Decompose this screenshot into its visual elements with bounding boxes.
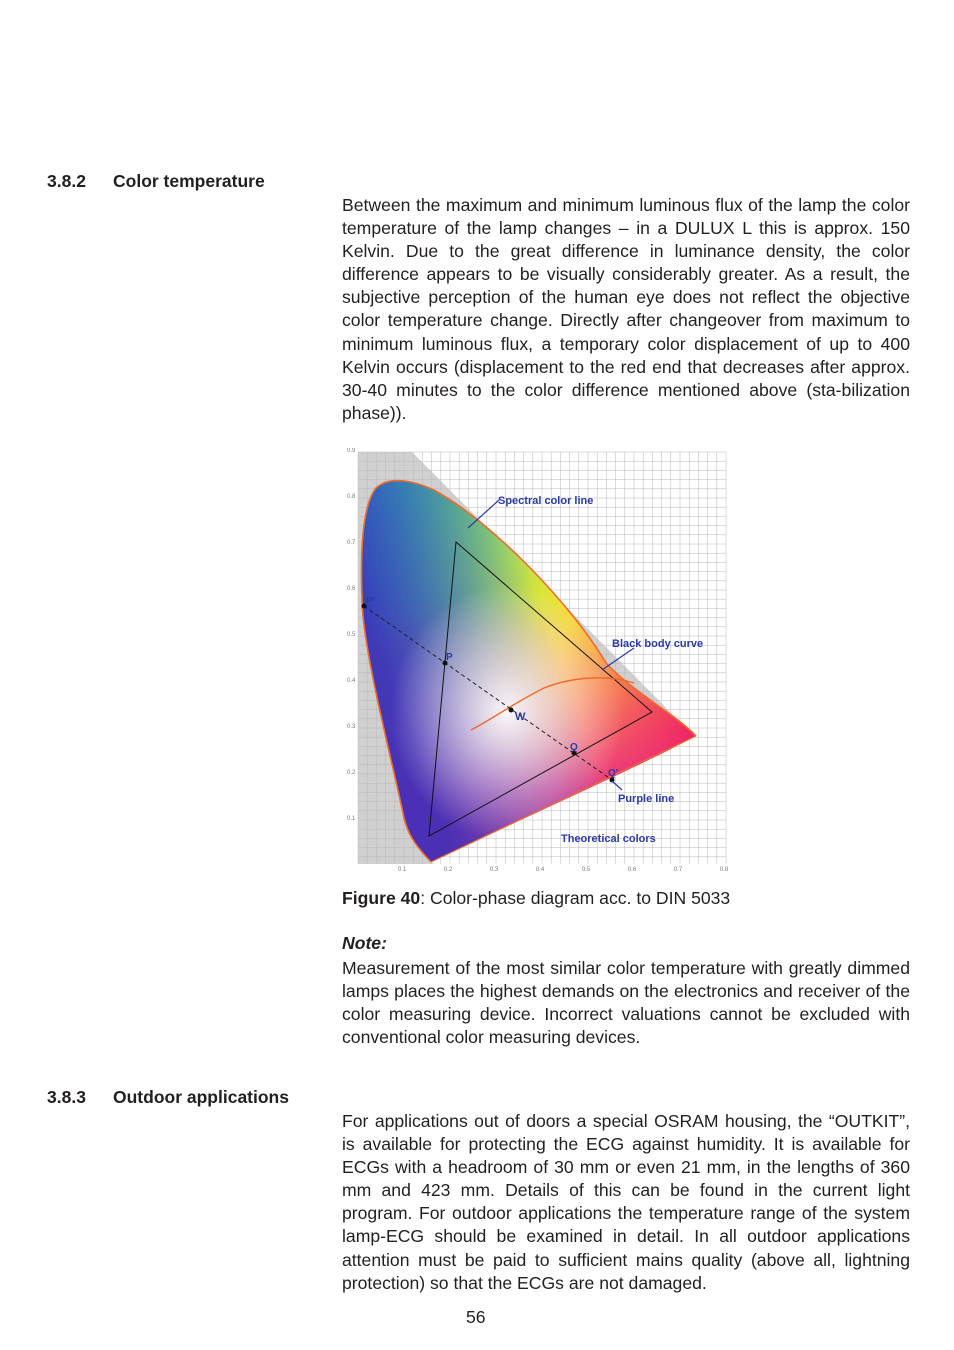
figure-caption	[342, 887, 730, 909]
y-tick-label: 0.2	[347, 770, 356, 776]
section-title: Color temperature	[113, 171, 265, 191]
label-spectral-color-line: Spectral color line	[498, 495, 594, 507]
y-tick-label: 0.8	[347, 494, 356, 500]
x-tick-label: 0.4	[535, 867, 545, 873]
y-tick-label: 0.9	[347, 448, 356, 454]
label-w: W	[515, 711, 526, 723]
y-tick-label: 0.5	[347, 632, 356, 638]
y-tick-label: 0.6	[347, 586, 356, 592]
y-tick-label: 0.4	[347, 678, 356, 684]
section-heading-outdoor-applications	[47, 1086, 289, 1108]
x-tick-label: 0.1	[397, 867, 407, 873]
label-theoretical-colors: Theoretical colors	[561, 833, 656, 845]
y-tick-label: 0.1	[347, 816, 356, 822]
x-tick-label: 0.3	[489, 867, 499, 873]
x-tick-label: 0.8	[719, 867, 729, 873]
label-q: Q	[570, 742, 578, 753]
x-tick-label: 0.2	[443, 867, 453, 873]
figure-caption-text: : Color-phase diagram acc. to DIN 5033	[420, 888, 731, 908]
label-purple-line: Purple line	[618, 793, 675, 805]
label-black-body-curve: Black body curve	[612, 638, 704, 650]
label-p: P	[446, 652, 453, 663]
section-number: 3.8.3	[47, 1087, 86, 1107]
label-p-prime: P'	[366, 596, 376, 607]
note-title: Note:	[342, 933, 387, 953]
x-tick-label: 0.7	[673, 867, 683, 873]
y-tick-label: 0.3	[347, 724, 356, 730]
y-tick-label: 0.7	[347, 540, 356, 546]
label-q-prime: Q'	[608, 768, 619, 779]
figure-caption-label: Figure 40	[342, 888, 421, 908]
color-phase-diagram	[344, 448, 732, 875]
point-w	[509, 708, 514, 713]
x-tick-label: 0.6	[627, 867, 637, 873]
section-number: 3.8.2	[47, 171, 86, 191]
color-temperature-paragraph: Between the maximum and minimum luminous flux of the lamp the color temperature of the lamp changes – in a DULUX L this is approx. 150 Kelvin. Due to the great difference in luminance density, the color difference appears to be visually considerably greater. As a result, the subjective perception of the human eye does not reflect the objective color temperature change. Directly after changeover from maximum to minimum luminous flux, a temporary color displacement of up to 400 Kelvin occurs (displacement to the red end that decreases after approx. 30-40 minutes to the color difference mentioned above (sta-bilization phase)).	[342, 195, 910, 423]
outdoor-applications-paragraph: For applications out of doors a special OSRAM housing, the “OUTKIT”, is available for protecting the ECG against humidity. It is available for ECGs with a headroom of 30 mm or even 21 mm, in the lengths of 360 mm and 423 mm. Details of this can be found in the current light program. For outdoor applications the temperature range of the system lamp-ECG should be examined in detail. In all outdoor applications attention must be paid to sufficient mains quality (above all, lightning protection) so that the ECGs are not damaged.	[342, 1111, 910, 1293]
section-title: Outdoor applications	[113, 1087, 289, 1107]
note-paragraph: Measurement of the most similar color temperature with greatly dimmed lamps places the highest demands on the electronics and receiver of the color measuring device. Incorrect valuations cannot be excluded with conventional color measuring devices.	[342, 958, 910, 1048]
page-number: 56	[466, 1307, 486, 1327]
x-tick-label: 0.5	[581, 867, 591, 873]
section-heading-color-temperature	[47, 170, 265, 192]
